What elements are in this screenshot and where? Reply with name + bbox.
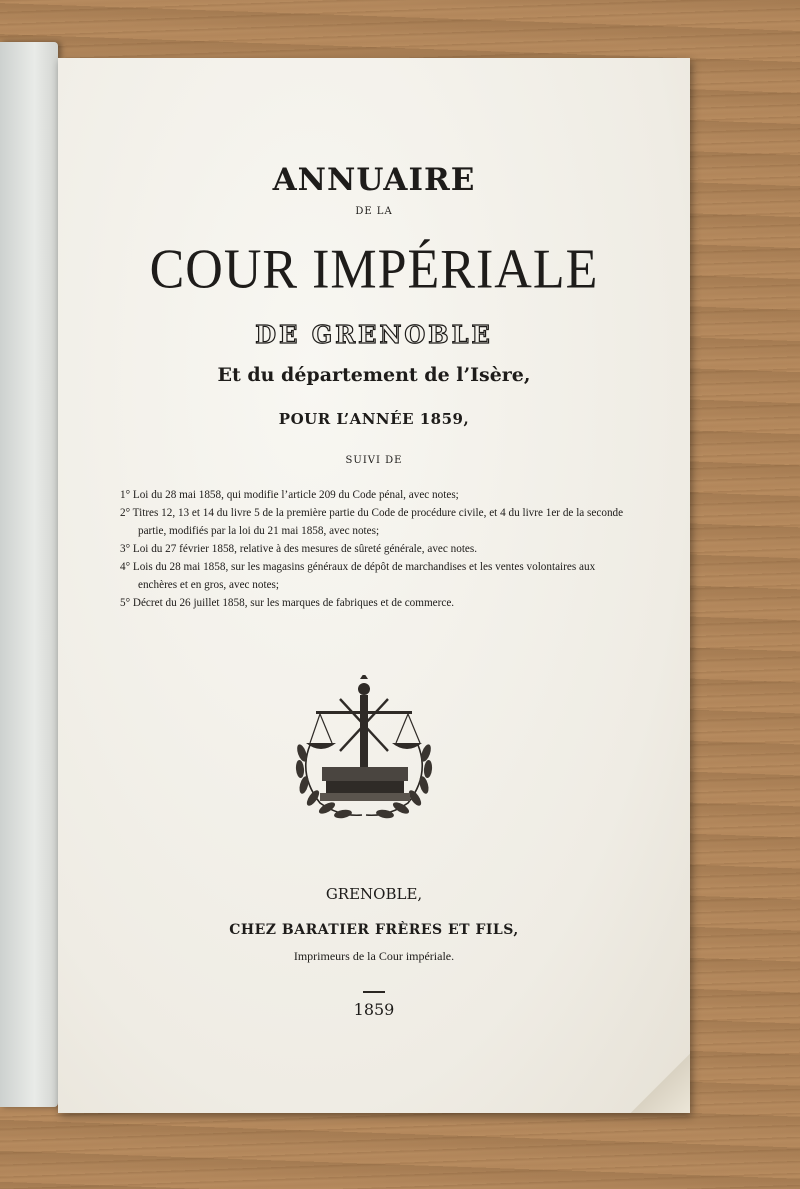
separator-dash: [363, 991, 385, 993]
list-item: 2° Titres 12, 13 et 14 du livre 5 de la première partie du Code de procédure civile, et 4 du livre 1er de la seconde partie, modifiés par la loi du 21 mai 1858, avec notes;: [120, 507, 624, 537]
publication-year: 1859: [353, 1000, 395, 1019]
left-page-edge: [0, 42, 58, 1107]
list-item: 4° Lois du 28 mai 1858, sur les magasins généraux de dépôt de marchandises et les ventes volontaires aux enchères et en gros, avec notes;: [120, 561, 596, 591]
cour-imperiale-heading: COUR IMPÉRIALE: [149, 238, 599, 301]
city-text: GRENOBLE,: [325, 885, 423, 903]
contents-list: [120, 486, 630, 612]
title-page: [58, 58, 690, 1113]
de-la-text: DE LA: [355, 206, 393, 217]
de-grenoble-heading: DE GRENOBLE: [255, 320, 493, 349]
suivi-de-text: SUIVI DE: [345, 455, 403, 466]
annuaire-heading: ANNUAIRE: [272, 162, 476, 198]
departement-subtitle: Et du département de l’Isère,: [217, 364, 531, 386]
list-item: 1° Loi du 28 mai 1858, qui modifie l’article 209 du Code pénal, avec notes;: [120, 489, 459, 501]
list-item: 5° Décret du 26 juillet 1858, sur les marques de fabriques et de commerce.: [120, 597, 455, 609]
printer-name: CHEZ BARATIER FRÈRES ET FILS,: [229, 922, 519, 938]
list-item: 3° Loi du 27 février 1858, relative à des mesures de sûreté générale, avec notes.: [120, 543, 478, 555]
printer-subtitle: Imprimeurs de la Cour impériale.: [293, 949, 455, 963]
year-subtitle: POUR L’ANNÉE 1859,: [278, 410, 470, 428]
scales-of-justice-emblem-icon: [280, 675, 448, 823]
